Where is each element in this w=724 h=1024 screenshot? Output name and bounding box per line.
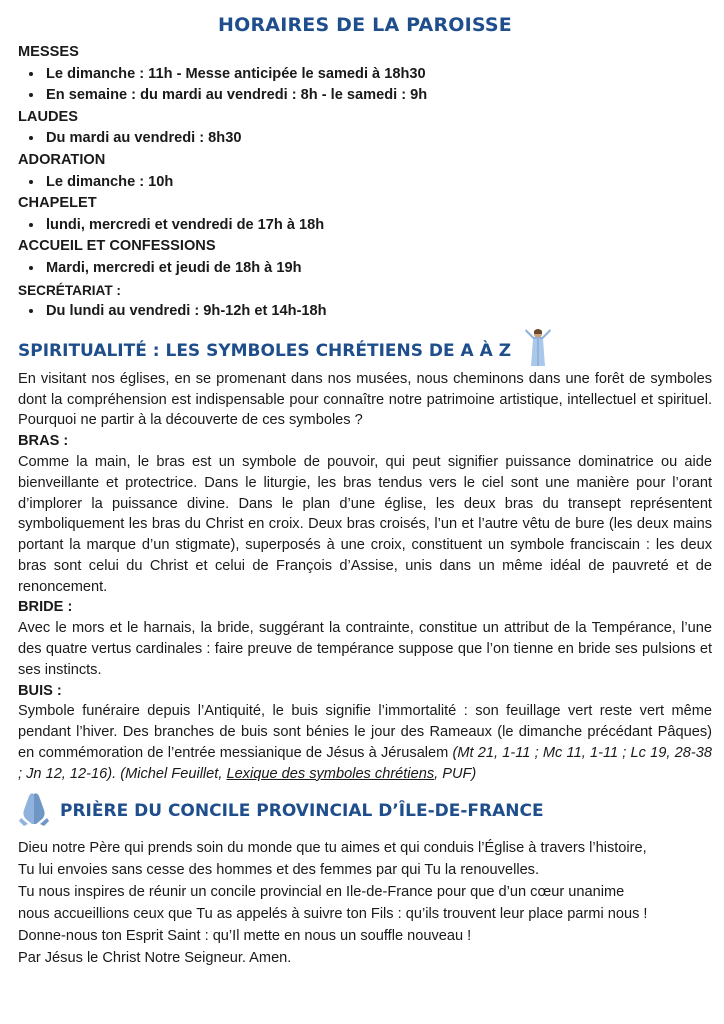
schedule-list-laudes bbox=[18, 128, 712, 150]
schedule-item: • Mardi, mercredi et jeudi de 18h à 19h bbox=[44, 258, 712, 280]
publisher: , PUF) bbox=[434, 765, 477, 782]
schedule-list-accueil bbox=[18, 258, 712, 280]
intro-paragraph: En visitant nos églises, en se promenant dans nos musées, nous cheminons dans une forêt de symboles dont la compréhension est indispensable pour connaître notre patrimoine artistique, intellectuel et spirituel. Pourquoi ne partir à la découverte de ces symboles ? bbox=[18, 370, 712, 429]
term-buis: BUIS : bbox=[18, 682, 62, 699]
prayer-line: Dieu notre Père qui prends soin du monde que tu aimes et qui conduis l’Église à travers l’histoire, bbox=[18, 839, 647, 856]
page-title: HORAIRES DE LA PAROISSE bbox=[218, 14, 512, 36]
schedule-category-secretariat: SECRÉTARIAT : bbox=[18, 282, 121, 298]
term-bride: BRIDE : bbox=[18, 599, 73, 616]
schedule-list-messes bbox=[18, 64, 712, 107]
definition-buis bbox=[18, 701, 712, 784]
praying-hands-icon bbox=[18, 790, 50, 831]
prayer-text bbox=[18, 837, 712, 969]
prayer-line: Donne-nous ton Esprit Saint : qu’Il mette en nous un souffle nouveau ! bbox=[18, 927, 472, 944]
schedule bbox=[18, 42, 712, 323]
page bbox=[18, 8, 712, 969]
schedule-item: • Le dimanche : 11h - Messe anticipée le samedi à 18h30 bbox=[44, 64, 712, 86]
schedule-category-laudes: LAUDES bbox=[18, 108, 78, 125]
book-title: Lexique des symboles chrétiens bbox=[226, 765, 435, 782]
schedule-item: • Le dimanche : 10h bbox=[44, 172, 712, 194]
schedule-category-chapelet: CHAPELET bbox=[18, 195, 97, 212]
schedule-item: • Du mardi au vendredi : 8h30 bbox=[44, 128, 712, 150]
prayer-line: Par Jésus le Christ Notre Seigneur. Amen. bbox=[18, 949, 292, 966]
definition-buis-text: Symbole funéraire depuis l’Antiquité, le buis signifie l’immortalité : son feuillage vert reste vert même pendant l’hiver. Des branches de buis sont bénies le jour des Rameaux (le dimanche précédant Pâques) en commémoration de l’entrée messianique de Jésus à Jérusalem bbox=[18, 703, 712, 762]
schedule-category-adoration: ADORATION bbox=[18, 151, 106, 168]
prayer-line: Tu nous inspires de réunir un concile provincial en Ile-de-France pour que d’un cœur unanime bbox=[18, 883, 625, 900]
prayer-line: nous accueillions ceux que Tu as appelés à suivre ton Fils : qu’ils trouvent leur place parmi nous ! bbox=[18, 905, 648, 922]
schedule-list-adoration bbox=[18, 172, 712, 194]
definition-bride: Avec le mors et le harnais, la bride, suggérant la contrainte, constitue un attribut de la Tempérance, l’une des quatre vertus cardinales : faire preuve de tempérance suppose que l’on tienne en bride ses pulsions et ses instincts. bbox=[18, 620, 712, 678]
section-title-prayer bbox=[18, 789, 712, 833]
schedule-item: • lundi, mercredi et vendredi de 17h à 18h bbox=[44, 215, 712, 237]
definition-bras: Comme la main, le bras est un symbole de pouvoir, qui peut signifier puissance dominatrice ou aide bienveillante et protectrice. Dans le liturgie, les bras tendus vers le ciel sont une manière pour l’orant d’implorer la puissance divine. Dans le plan d’une église, les deux bras du transept représentent symboliquement les bras du Christ en croix. Deux bras croisés, l’un et l’autre vêtu de bure (les deux mains portant la marque d’un stigmate), superposés à une croix, constituent un symbole franciscain : les deux bras sont celui du Christ et celui de François d’Assise, unis dans un même idéal de pauvreté et de renoncement. bbox=[18, 453, 712, 595]
section-title-text: PRIÈRE DU CONCILE PROVINCIAL D’ÎLE-DE-FRANCE bbox=[60, 800, 544, 821]
schedule-category-messes: MESSES bbox=[18, 44, 79, 60]
schedule-item: • En semaine : du mardi au vendredi : 8h - le samedi : 9h bbox=[44, 85, 712, 107]
schedule-item: • Du lundi au vendredi : 9h-12h et 14h-18h bbox=[44, 301, 712, 323]
schedule-category-accueil: ACCUEIL ET CONFESSIONS bbox=[18, 238, 216, 255]
christ-figure-icon bbox=[523, 328, 553, 373]
scripture-references: (Mt 21, 1-11 ; Mc 11, 1-11 ; Lc 19, 28-38 ; Jn 12, 12-16). (Michel Feuillet, bbox=[18, 745, 712, 782]
schedule-list-secretariat bbox=[18, 301, 712, 323]
section-title-text: SPIRITUALITÉ : LES SYMBOLES CHRÉTIENS DE A À Z bbox=[18, 340, 512, 361]
schedule-list-chapelet bbox=[18, 215, 712, 237]
prayer-line: Tu lui envoies sans cesse des hommes et des femmes par qui Tu la renouvelles. bbox=[18, 861, 540, 878]
section-title-spirituality bbox=[18, 333, 712, 369]
spirituality-body bbox=[18, 369, 712, 785]
term-bras: BRAS : bbox=[18, 433, 69, 450]
